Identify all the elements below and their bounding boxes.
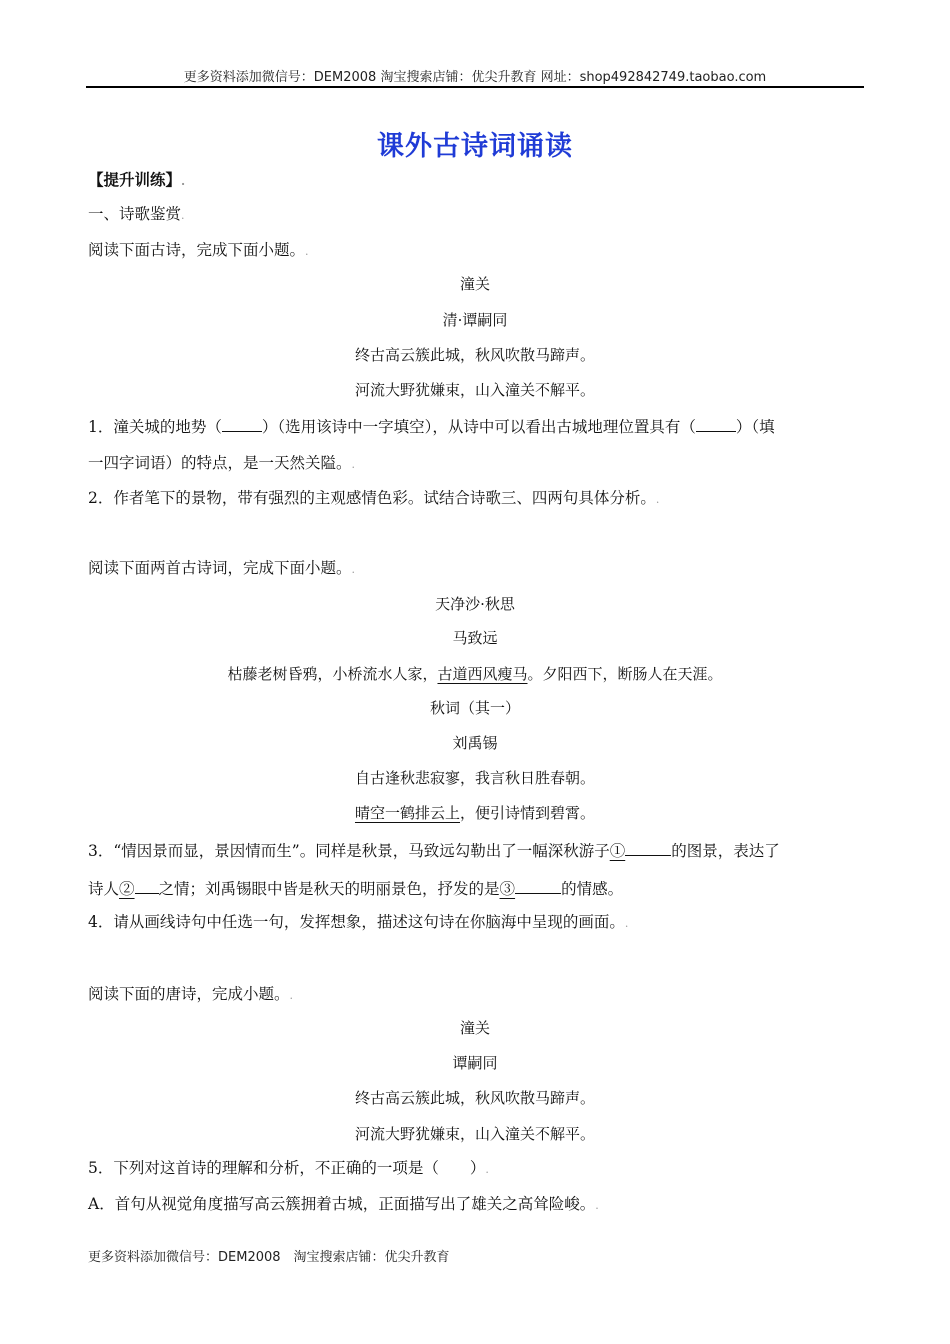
paragraph-mark: . [351, 563, 356, 576]
poem-line-text: 终古高云簇此城，秋风吹散马蹄声。 [354, 1089, 595, 1107]
question-2 [88, 488, 659, 510]
q1-text-c: ）（填 [735, 418, 775, 436]
q4-text: 4．请从画线诗句中任选一句，发挥想象，描述这句诗在你脑海中呈现的画面。 [88, 913, 625, 931]
q1-text-b: ）（选用该诗中一字填空），从诗中可以看出古城地理位置具有（ [261, 418, 696, 436]
paragraph-mark: . [655, 493, 660, 506]
poem-title-text: 潼关 [459, 1019, 490, 1037]
poem-title-text: 潼关 [459, 275, 490, 293]
underlined-poem-line[interactable]: 晴空一鹤排云上 [354, 804, 460, 822]
poem-author-text: 谭嗣同 [452, 1054, 498, 1072]
q3-text-d: 之情；刘禹锡眼中皆是秋天的明丽景色，抒发的是 [158, 880, 500, 898]
page-title: 课外古诗词诵读 [377, 131, 573, 162]
group2-intro [88, 558, 355, 580]
q3-blank-2[interactable] [135, 877, 159, 894]
group2-poem2-title [0, 698, 950, 718]
page-header: 更多资料添加微信号：DEM2008 淘宝搜索店铺：优尖升教育 网址：shop492842749.taobao.com [183, 70, 767, 85]
group3-poem-title [0, 1018, 950, 1038]
poem-text-b: 。夕阳西下，断肠人在天涯。 [527, 665, 723, 683]
poem-author-text: 马致远 [452, 629, 498, 647]
question-5 [88, 1158, 489, 1180]
section-label-text: 【提升训练】 [88, 171, 182, 189]
group2-poem2-line1 [0, 768, 950, 788]
paragraph-mark: . [181, 175, 186, 188]
option-a-text: A．首句从视觉角度描写高云簇拥着古城，正面描写出了雄关之高耸险峻。 [88, 1195, 596, 1213]
q1-blank-2[interactable] [696, 415, 736, 432]
poem-line-text: 河流大野犹嫌束，山入潼关不解平。 [354, 1125, 595, 1143]
q3-text-a: 3．“情因景而显，景因情而生”。同样是秋景，马致远勾勒出了一幅深秋游子 [88, 842, 610, 860]
part-heading [88, 204, 185, 226]
group1-intro-text: 阅读下面古诗，完成下面小题。 [88, 241, 306, 259]
q1-text-d: 一四字词语）的特点，是一天然关隘。 [88, 454, 352, 472]
group2-poem2-author [0, 733, 950, 753]
question-4 [88, 912, 628, 934]
group2-poem2-line2 [0, 803, 950, 823]
question-1-cont [88, 453, 355, 475]
q1-blank-1[interactable] [222, 415, 262, 432]
poem-text-a: 枯藤老树昏鸦，小桥流水人家， [227, 665, 438, 683]
group2-poem1-author [0, 628, 950, 648]
group3-intro [88, 984, 293, 1006]
header-divider [86, 86, 864, 88]
page-footer: 更多资料添加微信号：DEM2008 淘宝搜索店铺：优尖升教育 [88, 1250, 450, 1265]
underlined-poem-line[interactable]: 古道西风瘦马 [437, 665, 528, 683]
group3-poem-line1 [0, 1088, 950, 1108]
q3-blank-1[interactable] [625, 839, 671, 856]
paragraph-mark: . [595, 1199, 599, 1212]
group3-poem-author [0, 1053, 950, 1073]
paragraph-mark: . [485, 1163, 489, 1176]
q3-text-b: 的图景，表达了 [671, 842, 780, 860]
group1-intro [88, 240, 309, 262]
poem-line-text: 终古高云簇此城，秋风吹散马蹄声。 [354, 346, 595, 364]
question-1 [88, 415, 775, 437]
group3-poem-line2 [0, 1124, 950, 1144]
poem-title-text: 天净沙·秋思 [435, 595, 515, 613]
poem-author-text: 清·谭嗣同 [442, 311, 508, 329]
paragraph-mark: . [624, 917, 629, 930]
section-label [88, 170, 185, 192]
poem-title-text: 秋词（其一） [429, 699, 520, 717]
question-3-cont [88, 877, 623, 899]
q3-text-e: 的情感。 [561, 880, 624, 898]
q3-circle-3: ③ [499, 880, 516, 898]
group1-poem-line2 [0, 380, 950, 400]
paragraph-mark: . [289, 989, 294, 1002]
poem-line-rest: ，便引诗情到碧霄。 [460, 804, 596, 822]
part-heading-text: 一、诗歌鉴赏 [88, 205, 182, 223]
q3-blank-3[interactable] [515, 877, 561, 894]
paragraph-mark: . [305, 245, 309, 258]
poem-line-text: 自古逢秋悲寂寥，我言秋日胜春朝。 [354, 769, 595, 787]
poem-author-text: 刘禹锡 [452, 734, 498, 752]
group1-poem-author [0, 310, 950, 330]
question-3 [88, 839, 780, 861]
q3-text-c: 诗人 [88, 880, 120, 898]
q3-circle-2: ② [119, 880, 135, 898]
poem-line-text: 河流大野犹嫌束，山入潼关不解平。 [354, 381, 595, 399]
group1-poem-title [0, 274, 950, 294]
q1-text-a: 1．潼关城的地势（ [88, 418, 222, 436]
paragraph-mark: . [181, 209, 185, 222]
group2-poem1-text [0, 664, 950, 684]
paragraph-mark: . [351, 458, 356, 471]
q3-circle-1: ① [609, 842, 626, 860]
option-a[interactable] [88, 1194, 599, 1216]
group2-intro-text: 阅读下面两首古诗词，完成下面小题。 [88, 559, 352, 577]
group1-poem-line1 [0, 345, 950, 365]
q5-text: 5．下列对这首诗的理解和分析，不正确的一项是（ ） [88, 1159, 486, 1177]
group3-intro-text: 阅读下面的唐诗，完成小题。 [88, 985, 290, 1003]
q2-text: 2．作者笔下的景物，带有强烈的主观感情色彩。试结合诗歌三、四两句具体分析。 [88, 489, 656, 507]
group2-poem1-title [0, 594, 950, 614]
